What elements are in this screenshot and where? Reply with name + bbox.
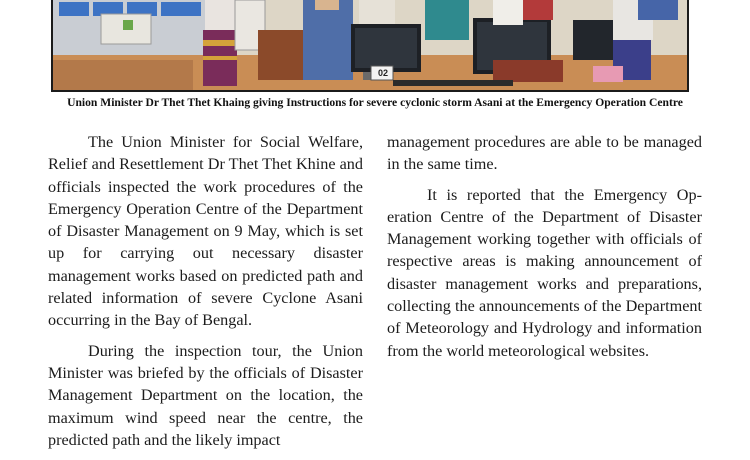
article-paragraph-continued: management procedures are able to be managed in the same time. (387, 133, 702, 174)
article-column-left (48, 131, 363, 459)
article-paragraph: It is reported that the Emergency Operation Centre of the Department of Disaster Management working together with officials of respective areas is making announcement of disaster management works and preparations, collecting the announcements of the Department of Meteorology and Hydrology and information from the world meteorological websites. (387, 185, 702, 360)
desk-label: 02 (377, 68, 388, 78)
photo-scene (53, 0, 687, 92)
news-photo (51, 0, 689, 92)
photo-caption: Union Minister Dr Thet Thet Khaing giving Instructions for severe cyclonic storm Asani at the Emergency Operation Centre (67, 96, 683, 109)
article-column-right (387, 131, 702, 370)
article-paragraph: During the inspection tour, the Union Minister was briefed by the officials of Disaster Management Department on the location, the maximum wind speed near the centre, the predicted path and the likely impact (48, 341, 363, 449)
article-paragraph: The Union Minister for Social Welfare, Relief and Resettlement Dr Thet Thet Khine and officials inspected the work procedures of the Emergency Operation Centre of the Department of Disaster Management on 9 May, which is set up for carrying out necessary disaster management works based on predicted path and related information of severe Cyclone Asani occurring in the Bay of Bengal. (48, 133, 363, 330)
